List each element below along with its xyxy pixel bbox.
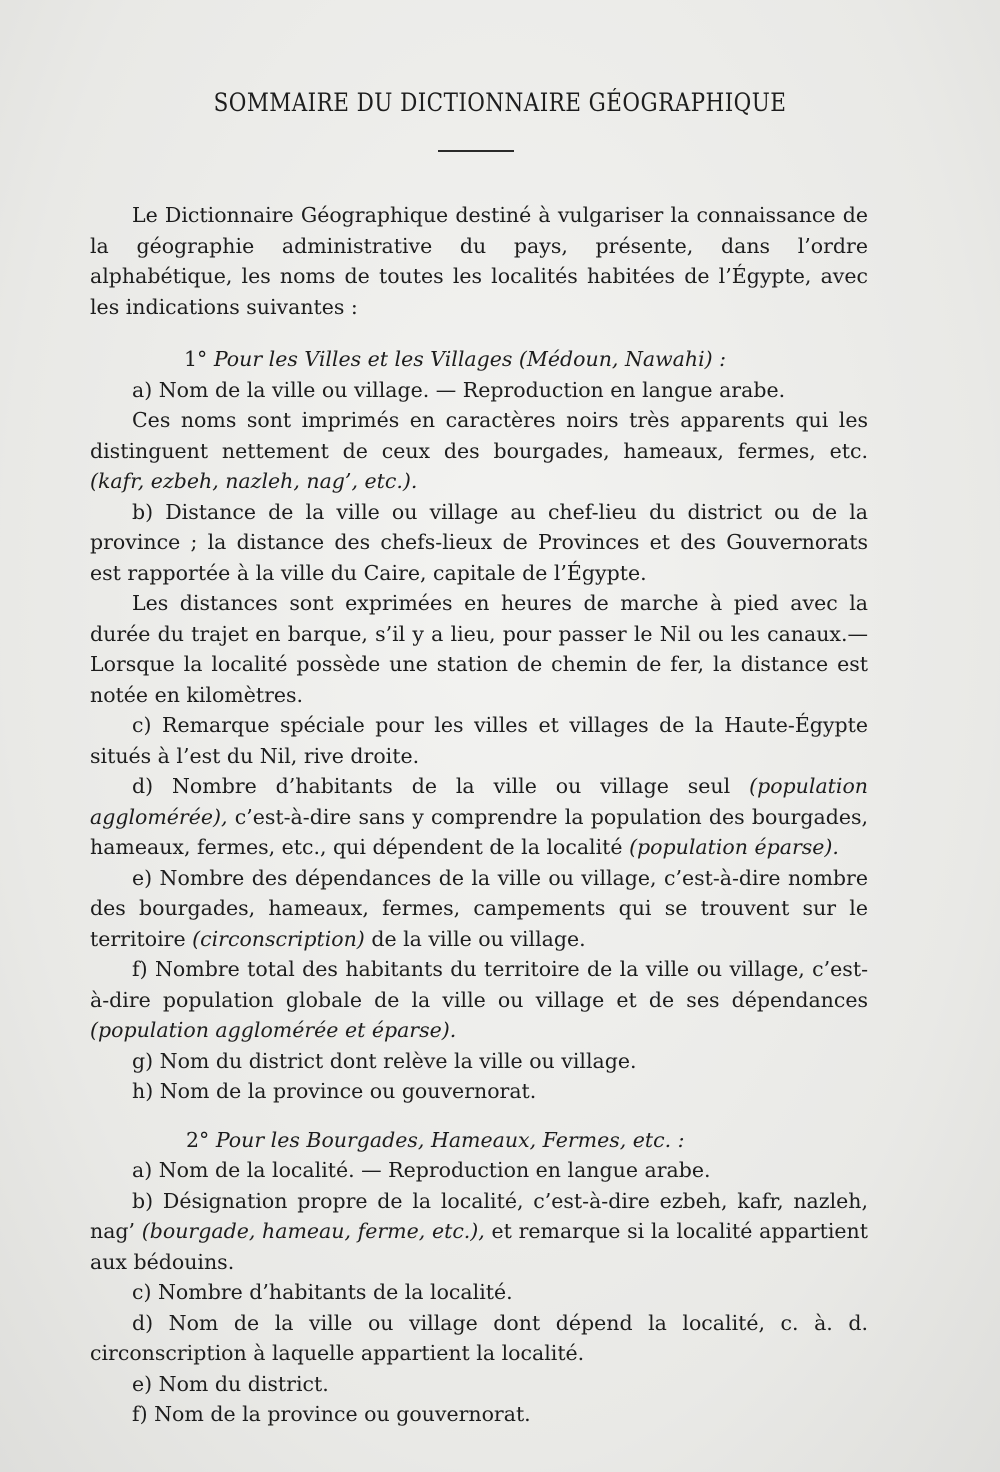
section2-item-f: f) Nom de la province ou gouvernorat. [132,1402,531,1426]
section1-e-pre: e) Nombre des dépendances de la ville ou village, c’est-à-dire nombre des bourgades, hameaux, fermes, campements qui se trouvent sur le territoire [90,865,868,951]
section1-item-b-note: Les distances sont exprimées en heures de marche à pied avec la durée du trajet en barque, s’il y a lieu, pour passer le Nil ou les canaux.— Lorsque la localité possède une station de chemin de fer, la distance est notée en kilomètres. [90,591,868,707]
section1-d-pre: d) Nombre d’habitants de la ville ou village seul [132,774,731,798]
section2-item-e: e) Nom du district. [132,1371,329,1396]
section2-item-d: d) Nom de la ville ou village dont dépend la localité, c. à. d. circonscription à laquelle appartient la localité. [90,1310,868,1365]
section1-heading [90,344,868,375]
section1-item-e [90,863,868,955]
section2-b-italic: (bourgade, hameau, ferme, etc.), [141,1219,485,1243]
section1-e-italic: (circonscription) [192,926,365,951]
section1-item-d [90,771,868,863]
section2-b-pre: b) Désignation propre de la localité, c’est-à-dire ezbeh, kafr, nazleh, nag’ [90,1188,868,1243]
title-rule [438,150,514,152]
section1-heading-italic: Pour les Villes et les Villages [213,347,513,371]
section1-d-italic-1: (population agglomérée), [90,774,868,829]
section1-d-mid: c’est-à-dire sans y comprendre la population des bourgades, hameaux, fermes, etc., qui dépendent de la localité [90,804,868,859]
section1-f-pre: f) Nombre total des habitants du territoire de la ville ou village, c’est-à-dire population globale de la ville ou village et de ses dépendances [90,957,868,1012]
section1-item-a: a) Nom de la ville ou village. — Reproduction en langue arabe. [132,377,786,402]
section1-a-note-italic: (kafr, ezbeh, nazleh, nag’, etc.). [90,469,418,493]
page-body [90,200,868,1430]
section1-a-note-text: Ces noms sont imprimés en caractères noirs très apparents qui les distinguent nettement de ceux des bourgades, hameaux, fermes, etc. [90,408,868,463]
section2-item-a: a) Nom de la localité. — Reproduction en langue arabe. [132,1158,711,1182]
section2-heading-italic: Pour les Bourgades, Hameaux, Fermes, etc. : [215,1127,685,1152]
section1-number: 1° [184,347,208,371]
section1-e-post: de la ville ou village. [371,926,586,951]
section2-b-post: et remarque si la localité appartient aux bédouins. [90,1219,868,1274]
section1-f-italic: (population agglomérée et éparse). [90,1018,457,1042]
section2-item-b [90,1186,868,1278]
section1-item-c: c) Remarque spéciale pour les villes et villages de la Haute-Égypte situés à l’est du Nil, rive droite. [90,713,868,768]
section1-item-h: h) Nom de la province ou gouvernorat. [132,1079,537,1103]
section1-item-a-note [90,405,868,497]
section1-d-italic-2: (population éparse). [629,835,839,859]
section1-item-b: b) Distance de la ville ou village au chef-lieu du district ou de la province ; la distance des chefs-lieux de Provinces et des Gouvernorats est rapportée à la ville du Caire, capitale de l’Égypte. [90,499,868,585]
section1-item-f [90,954,868,1046]
page-title: SOMMAIRE DU DICTIONNAIRE GÉOGRAPHIQUE [213,88,787,117]
intro-paragraph: Le Dictionnaire Géographique destiné à vulgariser la connaissance de la géographie administrative du pays, présente, dans l’ordre alphabétique, les noms de toutes les localités habitées de l’Égypte, avec les indications suivantes : [90,203,868,319]
section1-item-g: g) Nom du district dont relève la ville ou village. [132,1048,637,1073]
section2-item-c: c) Nombre d’habitants de la localité. [132,1280,513,1304]
section1-heading-paren: (Médoun, Nawahi) : [518,347,727,371]
section2-number: 2° [186,1127,210,1152]
section2-heading [90,1125,868,1156]
